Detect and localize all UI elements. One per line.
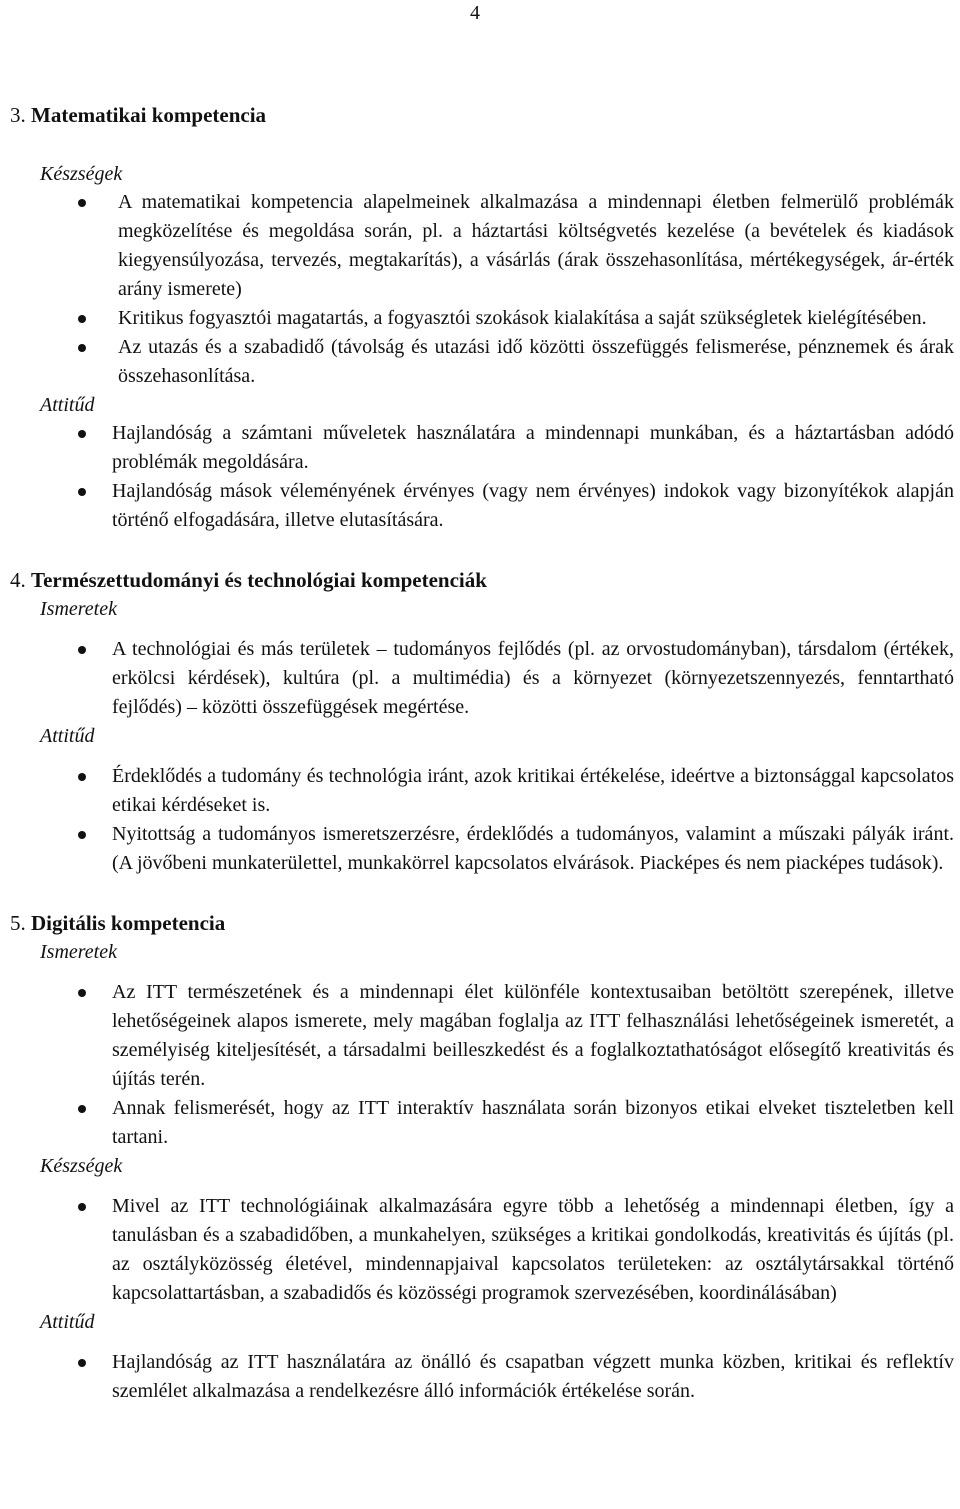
list-item-text: Kritikus fogyasztói magatartás, a fogyasztói szokások kialakítása a saját szükségletek kielégítésében. xyxy=(118,307,927,329)
list-item xyxy=(0,304,960,333)
bullet-icon xyxy=(78,430,86,438)
document-body xyxy=(0,100,960,1406)
section-science xyxy=(0,565,960,878)
block-label: Készségek xyxy=(40,1155,123,1177)
bullet-list xyxy=(0,762,960,878)
list-item xyxy=(0,1094,960,1152)
block-label: Ismeretek xyxy=(40,941,117,963)
page-number: 4 xyxy=(470,2,480,24)
bullet-list xyxy=(0,635,960,722)
list-item-text: A matematikai kompetencia alapelmeinek alkalmazása a mindennapi életben felmerülő problémák megközelítése és megoldása során, pl. a háztartási költségvetés kezelése (a bevételek és kiadások kiegyensúlyozása, tervezés, megtakarítás), a vásárlás (árak összehasonlítása, mértékegységek, ár-érték arány ismerete) xyxy=(118,191,954,300)
bullet-icon xyxy=(78,1203,86,1211)
list-item-text: Az utazás és a szabadidő (távolság és utazási idő közötti összefüggés felismerése, pénznemek és árak összehasonlítása. xyxy=(118,336,954,387)
bullet-icon xyxy=(78,646,86,654)
bullet-icon xyxy=(78,773,86,781)
section-title: Digitális kompetencia xyxy=(31,911,226,935)
bullet-list xyxy=(0,978,960,1152)
bullet-list xyxy=(0,1348,960,1406)
list-item xyxy=(0,477,960,535)
section-number: 5. xyxy=(10,911,26,935)
block-label: Attitűd xyxy=(40,394,95,416)
list-item-text: Mivel az ITT technológiáinak alkalmazására egyre több a lehetőség a mindennapi életben, így a tanulásban és a szabadidőben, a munkahelyen, szükséges a kritikai gondolkodás, kreativitás és újítás (pl. az osztályközösség életével, mindennapjaival kapcsolatos területeken: az osztálytársakkal történő kapcsolattartásban, a szabadidős és közösségi programok szervezésében, koordinálásában) xyxy=(112,1195,954,1304)
bullet-icon xyxy=(78,989,86,997)
section-heading xyxy=(10,100,960,130)
bullet-icon xyxy=(78,1359,86,1367)
bullet-list xyxy=(0,1192,960,1308)
list-item xyxy=(0,762,960,820)
list-item xyxy=(0,978,960,1094)
list-item xyxy=(0,820,960,878)
bullet-icon xyxy=(78,344,86,352)
list-item-text: Hajlandóság az ITT használatára az önálló és csapatban végzett munka közben, kritikai és reflektív szemlélet alkalmazása a rendelkezésre álló információk értékelése során. xyxy=(112,1351,954,1402)
list-item-text: A technológiai és más területek – tudományos fejlődés (pl. az orvostudományban), társdalom (értékek, erkölcsi kérdések), kultúra (pl. a multimédia) és a környezet (környezetszennyezés, fenntartható fejlődés) – közötti összefüggések megértése. xyxy=(112,638,954,718)
section-heading xyxy=(10,565,960,595)
list-item xyxy=(0,188,960,304)
list-item-text: Érdeklődés a tudomány és technológia iránt, azok kritikai értékelése, ideértve a biztonsággal kapcsolatos etikai kérdéseket is. xyxy=(112,765,954,816)
section-number: 4. xyxy=(10,568,26,592)
list-item xyxy=(0,1192,960,1308)
section-title: Matematikai kompetencia xyxy=(31,103,267,127)
list-item-text: Az ITT természetének és a mindennapi élet különféle kontextusaiban betöltött szerepének, illetve lehetőségeinek alapos ismerete, mely magában foglalja az ITT felhasználási lehetőségeinek ismeretét, a személyiség kiteljesítését, a társadalmi beilleszkedést és a foglalkoztathatóságot elősegítő kreativitás és újítás terén. xyxy=(112,981,954,1090)
list-item xyxy=(0,1348,960,1406)
list-item-text: Nyitottság a tudományos ismeretszerzésre, érdeklődés a tudományos, valamint a műszaki pályák iránt. (A jövőbeni munkaterülettel, munkakörrel kapcsolatos elvárások. Piacképes és nem piacképes tudások). xyxy=(112,823,954,874)
list-item-text: Hajlandóság a számtani műveletek használatára a mindennapi munkában, és a háztartásban adódó problémák megoldására. xyxy=(112,422,954,473)
list-item xyxy=(0,635,960,722)
section-digital xyxy=(0,908,960,1406)
block-label: Készségek xyxy=(40,163,123,185)
bullet-icon xyxy=(78,199,86,207)
list-item xyxy=(0,419,960,477)
block-label: Attitűd xyxy=(40,1311,95,1333)
block-label: Attitűd xyxy=(40,725,95,747)
list-item xyxy=(0,333,960,391)
list-item-text: Annak felismerését, hogy az ITT interaktív használata során bizonyos etikai elveket tiszteletben kell tartani. xyxy=(112,1097,954,1148)
section-math xyxy=(0,100,960,535)
bullet-icon xyxy=(78,315,86,323)
bullet-icon xyxy=(78,488,86,496)
section-title: Természettudományi és technológiai kompetenciák xyxy=(31,568,487,592)
section-number: 3. xyxy=(10,103,26,127)
section-heading xyxy=(10,908,960,938)
bullet-icon xyxy=(78,831,86,839)
bullet-icon xyxy=(78,1105,86,1113)
bullet-list xyxy=(0,188,960,391)
bullet-list xyxy=(0,419,960,535)
block-label: Ismeretek xyxy=(40,598,117,620)
list-item-text: Hajlandóság mások véleményének érvényes (vagy nem érvényes) indokok vagy bizonyítékok alapján történő elfogadására, illetve elutasítására. xyxy=(112,480,954,531)
